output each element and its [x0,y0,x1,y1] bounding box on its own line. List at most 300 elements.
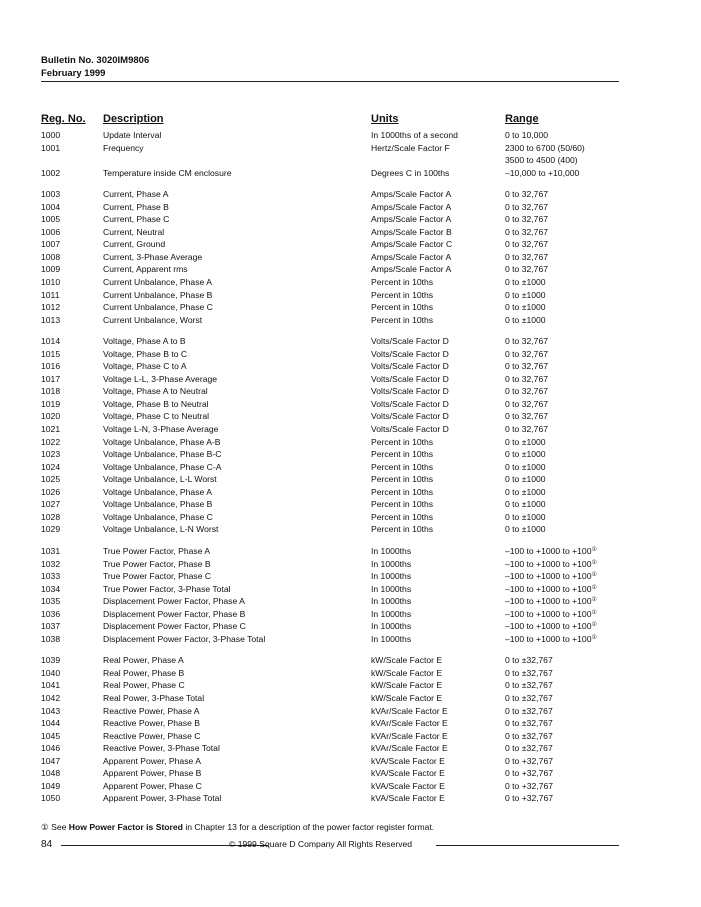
range-value: 0 to 32,767 [505,348,549,359]
reg-no-cell: 1004 [41,201,61,212]
footnote-ref-marker: ① [591,559,597,566]
range-value: 0 to 32,767 [505,251,549,262]
range-value: –100 to +1000 to +100 [505,571,592,582]
description-cell: Voltage L-N, 3-Phase Average [103,424,219,435]
reg-no-cell: 1038 [41,633,61,644]
range-value: 0 to ±1000 [505,474,546,485]
table-row [0,780,701,793]
units-cell: Amps/Scale Factor A [371,189,452,200]
footnote-text: in Chapter 13 for a description of the power factor register format. [185,822,435,832]
table-row [0,348,701,361]
range-cell [505,767,553,780]
table-row [0,301,701,314]
range-cell [505,523,546,536]
range-cell [505,473,546,486]
range-value: 0 to ±1000 [505,449,546,460]
table-row [0,423,701,436]
reg-no-cell: 1031 [41,545,61,556]
units-cell: In 1000ths [371,608,412,619]
description-cell: Apparent Power, Phase C [103,780,202,791]
footnote-ref-marker: ① [591,622,597,629]
description-cell: True Power Factor, 3-Phase Total [103,583,231,594]
table-row [0,188,701,201]
description-cell: Current Unbalance, Phase B [103,289,213,300]
range-cell [505,226,548,239]
description-cell: Voltage, Phase C to A [103,361,187,372]
range-value: –100 to +1000 to +100 [505,596,592,607]
range-cell [505,251,548,264]
description-cell: Frequency [103,142,144,153]
range-cell [505,373,548,386]
range-cell [505,654,553,667]
description-cell: Voltage Unbalance, L-L Worst [103,474,217,485]
reg-no-cell: 1012 [41,302,61,313]
units-cell: In 1000ths [371,571,412,582]
range-value: –100 to +1000 to +100 [505,633,592,644]
column-range: Range [505,113,539,125]
description-cell: Current, Phase A [103,189,169,200]
reg-no-cell: 1047 [41,755,61,766]
description-cell: Reactive Power, Phase B [103,718,200,729]
units-cell: Volts/Scale Factor D [371,361,449,372]
description-cell: Current Unbalance, Worst [103,314,203,325]
description-cell: Apparent Power, Phase B [103,768,202,779]
range-value: 0 to 32,767 [505,386,549,397]
units-cell: Percent in 10ths [371,461,434,472]
description-cell: Displacement Power Factor, Phase C [103,621,246,632]
description-cell: Update Interval [103,130,162,140]
range-value: 2300 to 6700 (50/60) [505,142,585,153]
description-cell: Voltage Unbalance, L-N Worst [103,524,219,535]
reg-no-cell: 1040 [41,667,61,678]
range-value: 0 to 32,767 [505,424,549,435]
range-value: 0 to 32,767 [505,411,549,422]
reg-no-cell: 1025 [41,474,61,485]
table-row [0,251,701,264]
description-cell: Real Power, 3-Phase Total [103,692,205,703]
units-cell: Hertz/Scale Factor F [371,142,450,153]
range-value: 0 to +32,767 [505,755,554,766]
units-cell: Percent in 10ths [371,499,434,510]
footnote-marker: ① [41,822,49,832]
reg-no-cell: 1035 [41,596,61,607]
table-row [0,142,701,167]
reg-no-cell: 1011 [41,289,60,300]
footnote-ref-marker: ① [591,634,597,641]
range-value: 0 to ±32,767 [505,680,553,691]
reg-no-cell: 1036 [41,608,61,619]
table-row [0,679,701,692]
description-cell: Voltage Unbalance, Phase A [103,486,212,497]
range-value: –100 to +1000 to +100 [505,583,592,594]
page-number: 84 [41,839,53,850]
range-cell [505,314,546,327]
range-value: 0 to ±1000 [505,524,546,535]
description-cell: Current Unbalance, Phase C [103,302,213,313]
units-cell: Volts/Scale Factor D [371,398,449,409]
units-cell: Amps/Scale Factor A [371,201,452,212]
reg-no-cell: 1050 [41,793,61,804]
table-row [0,473,701,486]
reg-no-cell: 1017 [41,373,61,384]
units-cell: Amps/Scale Factor A [371,251,452,262]
table-row [0,705,701,718]
units-cell: Amps/Scale Factor C [371,239,453,250]
table-row [0,523,701,536]
units-cell: Percent in 10ths [371,486,434,497]
range-cell [505,201,548,214]
footnote-ref-marker: ① [591,609,597,616]
reg-no-cell: 1023 [41,449,61,460]
table-row [0,667,701,680]
table-row [0,226,701,239]
units-cell: Percent in 10ths [371,302,434,313]
description-cell: Current Unbalance, Phase A [103,277,212,288]
reg-no-cell: 1000 [41,130,61,140]
column-units: Units [371,113,399,125]
units-cell: In 1000ths [371,583,412,594]
range-cell [505,780,553,793]
units-cell: Percent in 10ths [371,449,434,460]
reg-no-cell: 1022 [41,436,61,447]
description-cell: Real Power, Phase C [103,680,185,691]
table-row [0,742,701,755]
reg-no-cell: 1042 [41,692,61,703]
reg-no-cell: 1007 [41,239,61,250]
units-cell: kW/Scale Factor E [371,655,443,666]
footnote-ref-marker: ① [591,572,597,579]
reg-no-cell: 1041 [41,680,61,691]
description-cell: Current, Apparent rms [103,264,188,275]
footer-rule-right [436,845,619,846]
reg-no-cell: 1048 [41,768,61,779]
range-value: 0 to ±1000 [505,436,546,447]
table-row [0,654,701,667]
table-row [0,633,701,646]
range-value: 0 to 32,767 [505,373,549,384]
range-value: 0 to ±1000 [505,302,546,313]
description-cell: True Power Factor, Phase B [103,558,211,569]
range-value: 0 to ±32,767 [505,667,553,678]
units-cell: Volts/Scale Factor D [371,386,449,397]
range-value: 0 to 32,767 [505,214,549,225]
range-cell [505,436,546,449]
table-row [0,335,701,348]
range-value: 0 to 32,767 [505,336,549,347]
units-cell: kVAr/Scale Factor E [371,705,448,716]
table-row [0,398,701,411]
table-row [0,620,701,633]
units-cell: Volts/Scale Factor D [371,348,449,359]
table-row [0,238,701,251]
table-row [0,448,701,461]
range-cell [505,448,546,461]
description-cell: Real Power, Phase B [103,667,185,678]
range-value: 0 to ±32,767 [505,718,553,729]
range-value: 0 to ±1000 [505,277,546,288]
document-header [41,54,149,80]
range-value: –100 to +1000 to +100 [505,621,592,632]
range-value: 0 to 32,767 [505,398,549,409]
table-row [0,276,701,289]
units-cell: Volts/Scale Factor D [371,411,449,422]
reg-no-cell: 1015 [41,348,61,359]
header-rule [41,81,619,82]
units-cell: In 1000ths [371,596,412,607]
description-cell: Voltage Unbalance, Phase B-C [103,449,222,460]
column-description: Description [103,113,164,125]
reg-no-cell: 1045 [41,730,61,741]
units-cell: kVAr/Scale Factor E [371,730,448,741]
description-cell: Voltage, Phase B to Neutral [103,398,209,409]
table-row [0,213,701,226]
units-cell: In 1000ths of a second [371,130,458,140]
range-cell [505,129,548,142]
range-cell [505,486,546,499]
description-cell: Voltage, Phase B to C [103,348,188,359]
description-cell: Apparent Power, Phase A [103,755,201,766]
range-cell [505,263,548,276]
description-cell: Displacement Power Factor, Phase A [103,596,245,607]
range-cell [505,692,553,705]
range-value: 0 to ±1000 [505,314,546,325]
description-cell: Voltage, Phase C to Neutral [103,411,210,422]
table-row [0,360,701,373]
reg-no-cell: 1008 [41,251,61,262]
range-value: 0 to ±32,767 [505,743,553,754]
units-cell: Percent in 10ths [371,524,434,535]
range-cell [505,167,579,180]
units-cell: Amps/Scale Factor A [371,214,452,225]
description-cell: Temperature inside CM enclosure [103,167,232,178]
range-cell [505,730,553,743]
range-value: 0 to 32,767 [505,264,549,275]
range-cell [505,667,553,680]
reg-no-cell: 1044 [41,718,61,729]
range-value: 0 to +32,767 [505,793,554,804]
table-row [0,511,701,524]
units-cell: Degrees C in 100ths [371,167,450,178]
table-row [0,583,701,596]
units-cell: Percent in 10ths [371,277,434,288]
range-value: –100 to +1000 to +100 [505,558,592,569]
range-cell [505,335,548,348]
range-value: 0 to ±1000 [505,499,546,510]
footnote-prefix: See [51,822,67,832]
range-value: 0 to ±32,767 [505,692,553,703]
table-row [0,545,701,558]
footnote-ref-marker: ① [591,546,597,553]
units-cell: Amps/Scale Factor B [371,226,452,237]
range-cell [505,142,585,167]
table-row [0,755,701,768]
description-cell: Displacement Power Factor, Phase B [103,608,246,619]
units-cell: In 1000ths [371,633,412,644]
range-value: 0 to +32,767 [505,780,554,791]
reg-no-cell: 1006 [41,226,61,237]
range-value: 0 to 32,767 [505,226,549,237]
range-cell [505,461,546,474]
description-cell: Current, Neutral [103,226,165,237]
description-cell: Reactive Power, 3-Phase Total [103,743,220,754]
units-cell: kVAr/Scale Factor E [371,743,448,754]
units-cell: kVA/Scale Factor E [371,780,445,791]
column-reg-no: Reg. No. [41,113,86,125]
table-row [0,314,701,327]
footnote [41,822,434,833]
copyright: © 1999 Square D Company All Rights Reserved [229,839,413,849]
description-cell: Real Power, Phase A [103,655,184,666]
reg-no-cell: 1034 [41,583,61,594]
reg-no-cell: 1021 [41,424,61,435]
table-row [0,767,701,780]
range-value: 0 to ±32,767 [505,730,553,741]
description-cell: Reactive Power, Phase A [103,705,200,716]
units-cell: kVA/Scale Factor E [371,793,445,804]
range-cell [505,188,548,201]
range-value: –100 to +1000 to +100 [505,608,592,619]
units-cell: kVAr/Scale Factor E [371,718,448,729]
range-value: 0 to ±1000 [505,289,546,300]
reg-no-cell: 1010 [41,277,61,288]
table-row [0,263,701,276]
range-value: 0 to +32,767 [505,768,554,779]
range-cell [505,410,548,423]
table-row [0,692,701,705]
range-cell [505,742,553,755]
table-header [0,113,701,127]
range-cell [505,583,597,596]
range-value: 0 to ±1000 [505,486,546,497]
table-row [0,461,701,474]
description-cell: True Power Factor, Phase C [103,571,212,582]
table-row [0,498,701,511]
table-row [0,289,701,302]
description-cell: Apparent Power, 3-Phase Total [103,793,222,804]
units-cell: kW/Scale Factor E [371,680,443,691]
reg-no-cell: 1019 [41,398,61,409]
table-row [0,570,701,583]
units-cell: kW/Scale Factor E [371,692,443,703]
bulletin-date: February 1999 [41,68,106,79]
range-value: 0 to ±32,767 [505,655,553,666]
range-cell [505,423,548,436]
units-cell: Percent in 10ths [371,436,434,447]
reg-no-cell: 1020 [41,411,61,422]
reg-no-cell: 1033 [41,571,61,582]
range-cell [505,385,548,398]
table-row [0,373,701,386]
table-row [0,486,701,499]
reg-no-cell: 1018 [41,386,61,397]
table-row [0,730,701,743]
footnote-ref-marker: ① [591,584,597,591]
table-row [0,129,701,142]
reg-no-cell: 1037 [41,621,61,632]
units-cell: kVA/Scale Factor E [371,755,445,766]
description-cell: Voltage Unbalance, Phase C [103,511,213,522]
range-cell [505,276,546,289]
description-cell: Voltage Unbalance, Phase B [103,499,213,510]
bulletin-number: Bulletin No. 3020IM9806 [41,55,150,66]
range-cell [505,238,548,251]
reg-no-cell: 1013 [41,314,61,325]
reg-no-cell: 1005 [41,214,61,225]
description-cell: Voltage L-L, 3-Phase Average [103,373,218,384]
range-cell [505,595,597,608]
description-cell: True Power Factor, Phase A [103,545,211,556]
reg-no-cell: 1043 [41,705,61,716]
range-value: 0 to ±1000 [505,511,546,522]
footnote-ref-marker: ① [591,597,597,604]
description-cell: Current, 3-Phase Average [103,251,203,262]
reg-no-cell: 1001 [41,142,61,153]
reg-no-cell: 1029 [41,524,61,535]
range-cell [505,620,597,633]
units-cell: Volts/Scale Factor D [371,373,449,384]
range-value: 0 to 32,767 [505,361,549,372]
table-row [0,717,701,730]
units-cell: In 1000ths [371,621,412,632]
reg-no-cell: 1009 [41,264,61,275]
reg-no-cell: 1026 [41,486,61,497]
range-cell [505,755,553,768]
table-row [0,385,701,398]
reg-no-cell: 1014 [41,336,61,347]
table-row [0,595,701,608]
units-cell: Amps/Scale Factor A [371,264,452,275]
range-value: –10,000 to +10,000 [505,167,580,178]
range-cell [505,348,548,361]
description-cell: Voltage Unbalance, Phase C-A [103,461,222,472]
reg-no-cell: 1002 [41,167,61,178]
footnote-reference: How Power Factor is Stored [68,822,183,832]
table-row [0,558,701,571]
range-cell [505,608,597,621]
range-cell [505,301,546,314]
range-cell [505,545,597,558]
units-cell: Volts/Scale Factor D [371,336,449,347]
reg-no-cell: 1016 [41,361,61,372]
units-cell: kW/Scale Factor E [371,667,443,678]
range-cell [505,633,597,646]
units-cell: Percent in 10ths [371,474,434,485]
description-cell: Voltage, Phase A to B [103,336,186,347]
range-cell [505,570,597,583]
reg-no-cell: 1024 [41,461,61,472]
range-value: 0 to 32,767 [505,239,549,250]
description-cell: Current, Phase B [103,201,169,212]
range-cell [505,511,546,524]
units-cell: In 1000ths [371,558,412,569]
table-row [0,167,701,180]
range-cell [505,498,546,511]
description-cell: Reactive Power, Phase C [103,730,201,741]
units-cell: Percent in 10ths [371,314,434,325]
range-cell [505,792,553,805]
reg-no-cell: 1046 [41,743,61,754]
description-cell: Displacement Power Factor, 3-Phase Total [103,633,266,644]
range-value: 0 to 32,767 [505,189,549,200]
register-table [0,129,701,805]
range-value: 0 to ±1000 [505,461,546,472]
range-value: 0 to ±32,767 [505,705,553,716]
description-cell: Current, Ground [103,239,166,250]
range-cell [505,705,553,718]
description-cell: Voltage, Phase A to Neutral [103,386,208,397]
units-cell: In 1000ths [371,545,412,556]
units-cell: kVA/Scale Factor E [371,768,445,779]
